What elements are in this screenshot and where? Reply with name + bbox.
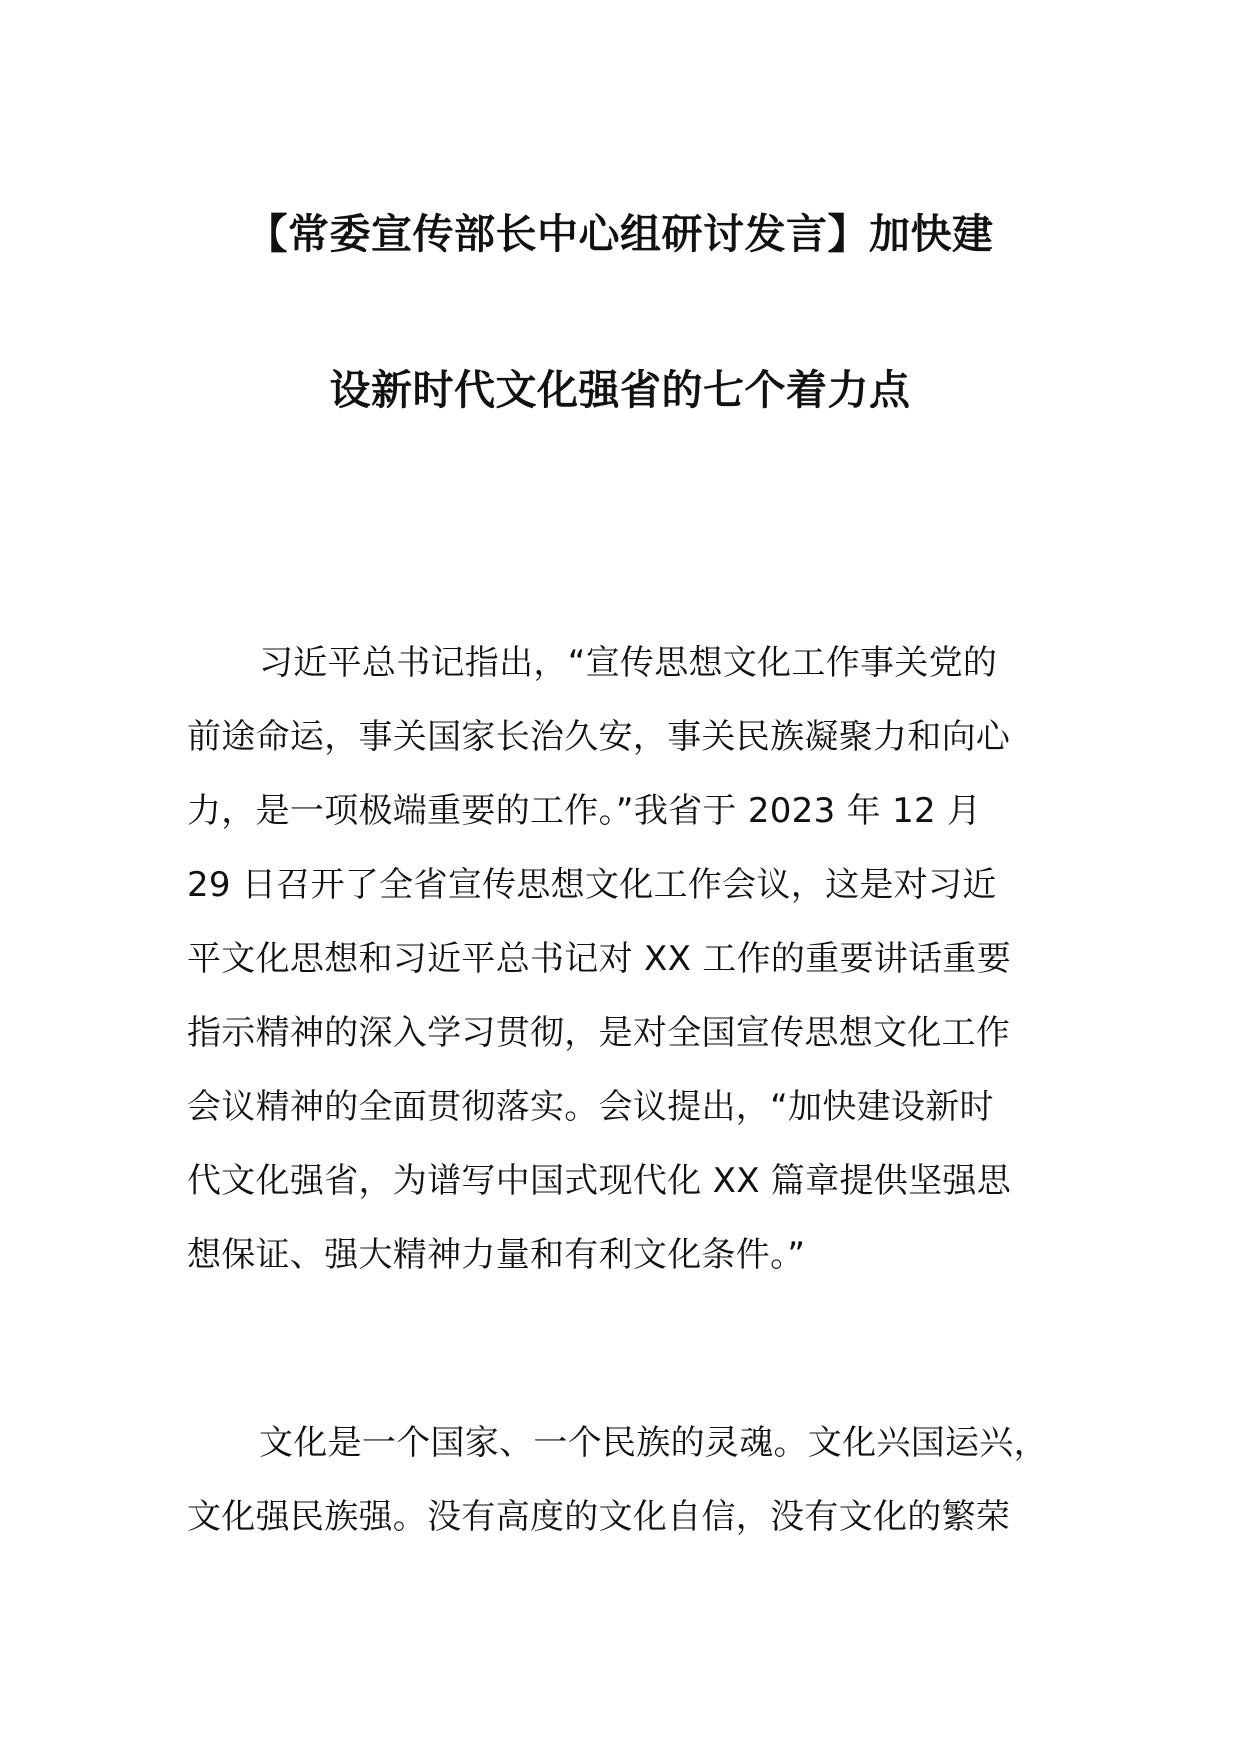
paragraph-1-line-2: 前途命运，事关国家长治久安，事关民族凝聚力和向心 — [187, 717, 1011, 757]
paragraph-1-line-4: 29 日召开了全省宣传思想文化工作会议，这是对习近 — [187, 865, 997, 905]
paragraph-1-line-9: 想保证、强大精神力量和有利文化条件。” — [187, 1235, 806, 1275]
paragraph-2-line-1: 文化是一个国家、一个民族的灵魂。文化兴国运兴， — [259, 1423, 1048, 1463]
paragraph-1-line-8: 代文化强省，为谱写中国式现代化 XX 篇章提供坚强思 — [187, 1161, 1011, 1201]
paragraph-1-line-3: 力，是一项极端重要的工作。”我省于 2023 年 12 月 — [187, 791, 982, 831]
paragraph-1-line-7: 会议精神的全面贯彻落实。会议提出，“加快建设新时 — [187, 1087, 994, 1127]
paragraph-2-line-2: 文化强民族强。没有高度的文化自信，没有文化的繁荣 — [187, 1497, 1011, 1537]
paragraph-1-line-1: 习近平总书记指出，“宣传思想文化工作事关党的 — [259, 643, 998, 683]
document-title-line-1: 【常委宣传部长中心组研讨发言】加快建 — [246, 210, 994, 258]
paragraph-1-line-6: 指示精神的深入学习贯彻，是对全国宣传思想文化工作 — [187, 1013, 1011, 1053]
paragraph-1-line-5: 平文化思想和习近平总书记对 XX 工作的重要讲话重要 — [187, 939, 1011, 979]
document-title-line-2: 设新时代文化强省的七个着力点 — [329, 366, 911, 414]
